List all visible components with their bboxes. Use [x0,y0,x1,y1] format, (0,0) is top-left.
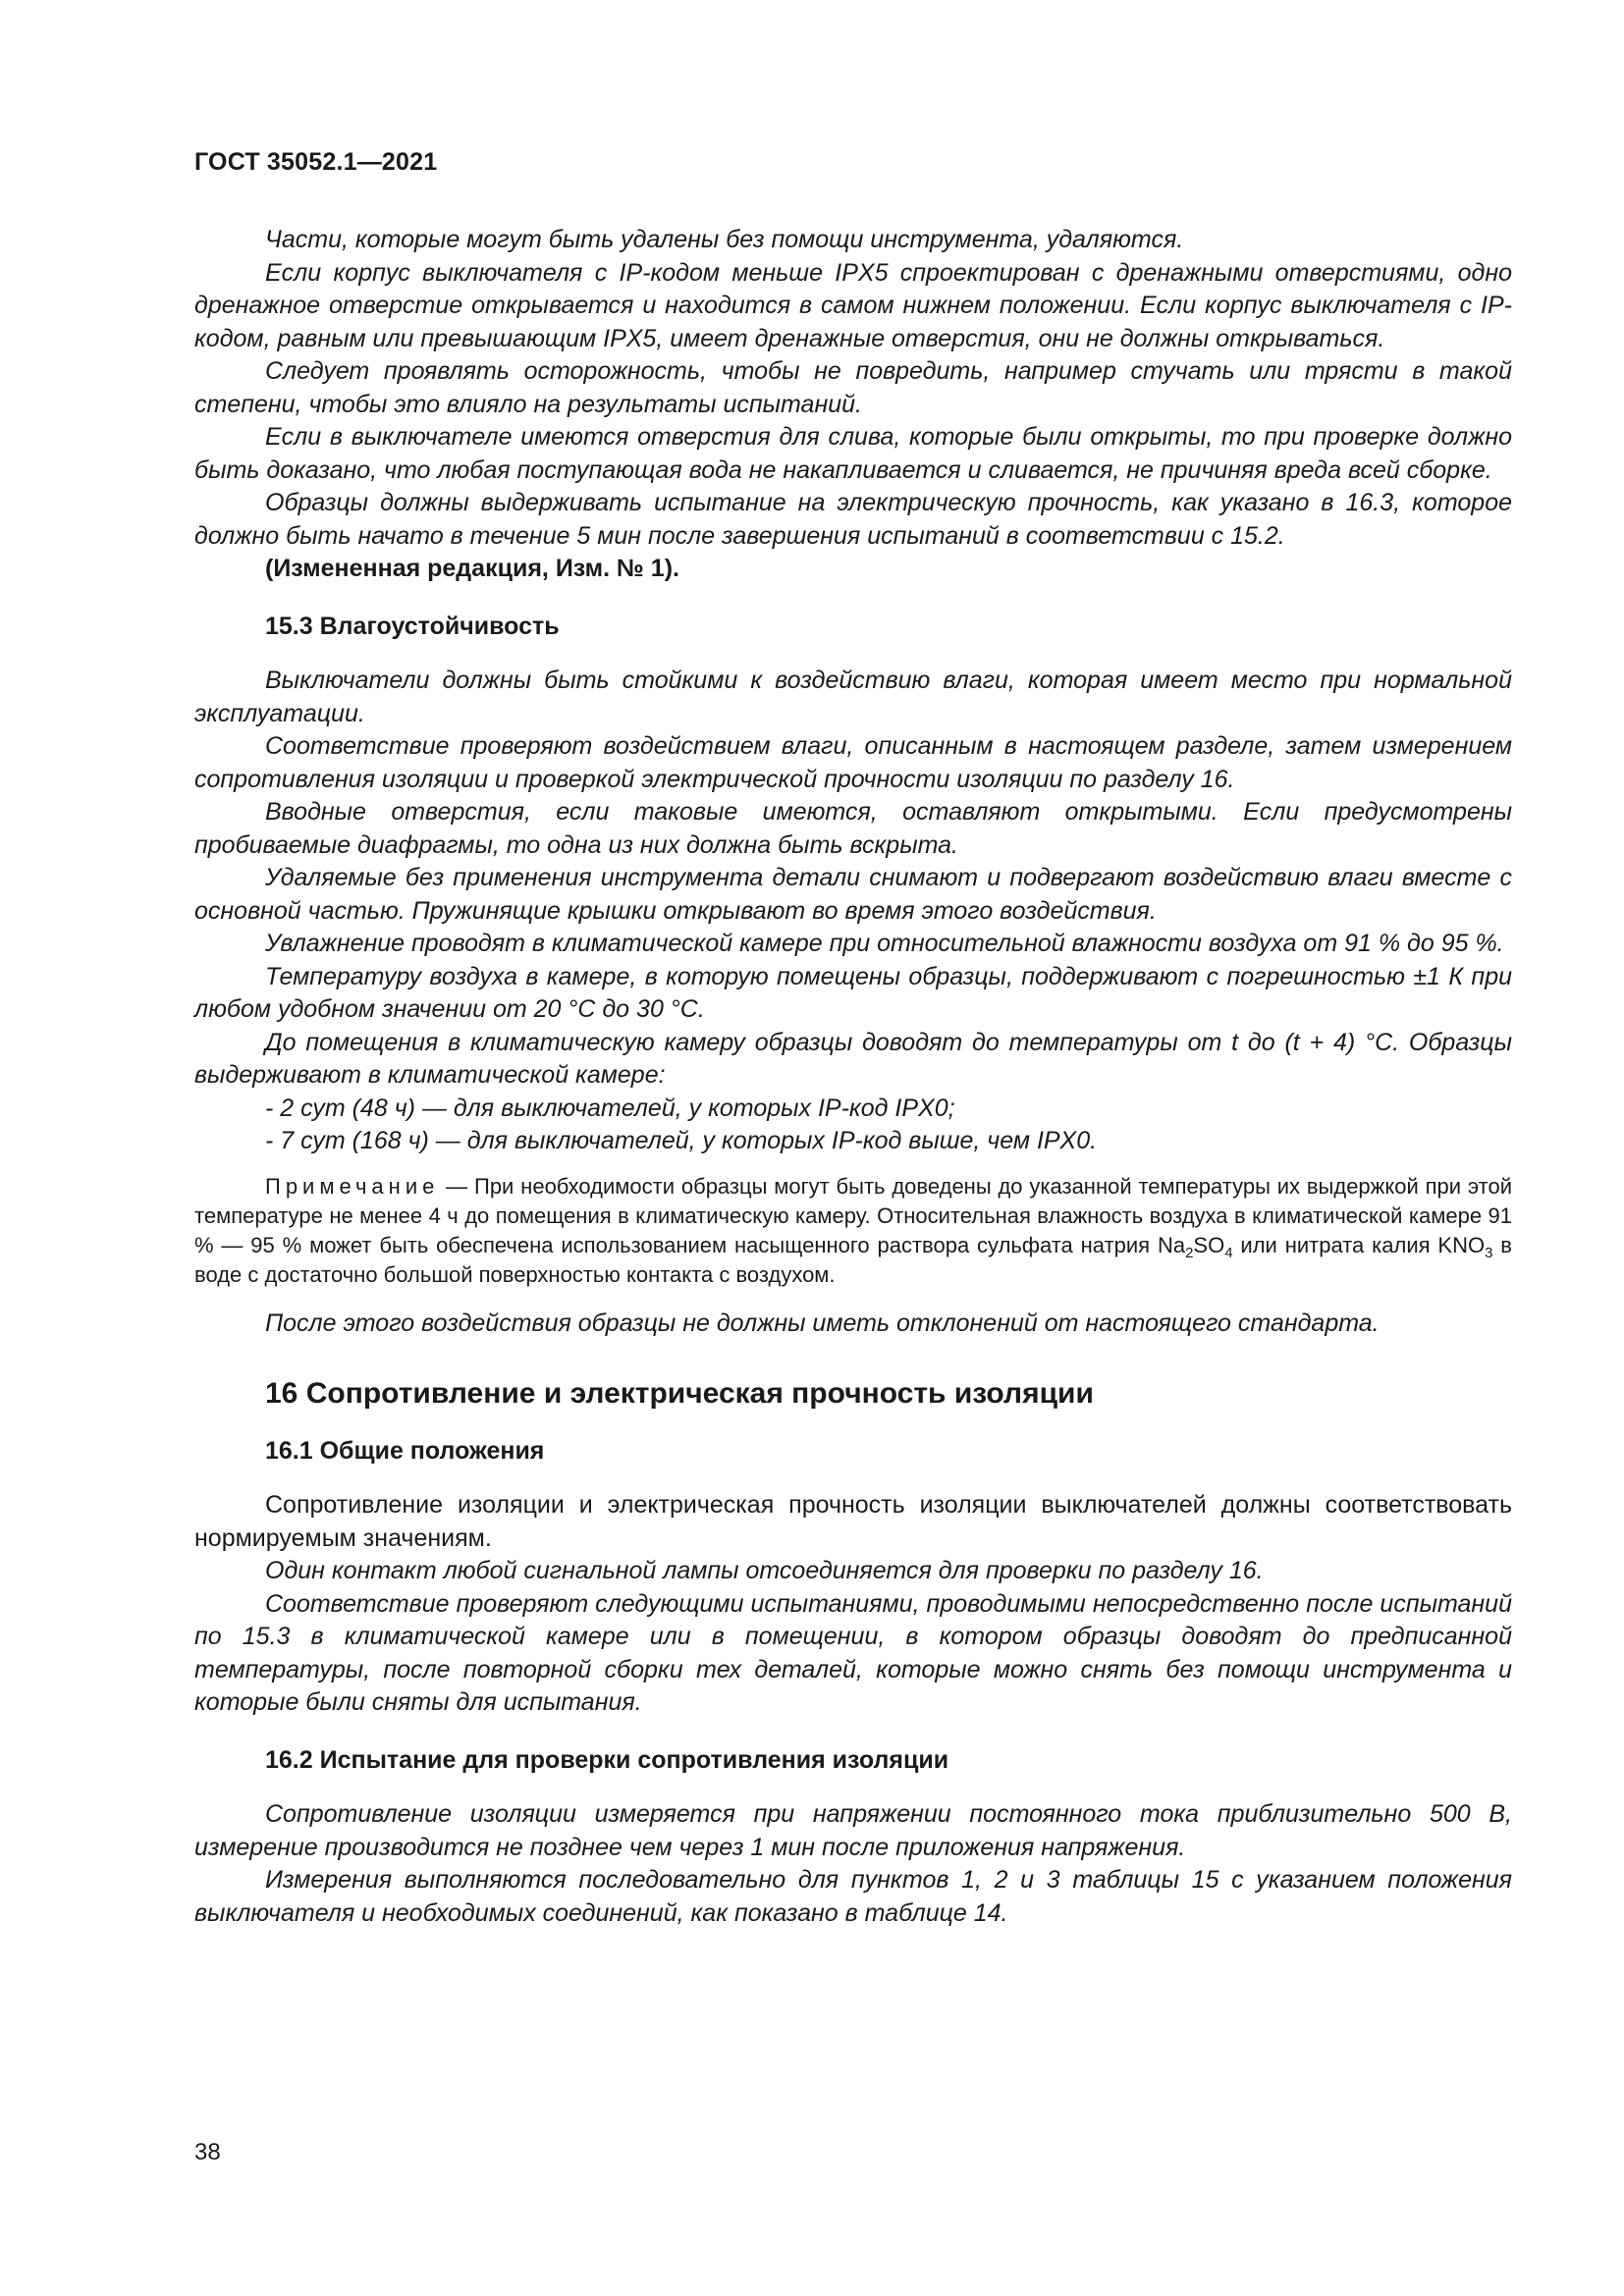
paragraph: Один контакт любой сигнальной лампы отсоединяется для проверки по разделу 16. [265,1557,1264,1584]
list-item: - 2 сут (48 ч) — для выключателей, у которых IP-код IPX0; [265,1094,955,1122]
paragraph: Части, которые могут быть удалены без помощи инструмента, удаляются. [265,226,1184,253]
paragraph: Если в выключателе имеются отверстия для слива, которые были открыты, то при проверке должно быть доказано, что любая поступающая вода не накапливается и сливается, не причиняя вреда всей сборке. [194,423,1512,484]
section-15-3-title: 15.3 Влагоустойчивость [265,612,560,640]
paragraph: Сопротивление изоляции и электрическая прочность изоляции выключателей должны соответствовать нормируемым значениям. [194,1491,1512,1552]
document-body [194,224,1512,1930]
paragraph: Увлажнение проводят в климатической камере при относительной влажности воздуха от 91 % до 95 %. [265,930,1504,957]
paragraph: Измерения выполняются последовательно для пунктов 1, 2 и 3 таблицы 15 с указанием положения выключателя и необходимых соединений, как показано в таблице 14. [194,1866,1512,1927]
note: Примечание — При необходимости образцы могут быть доведены до указанной температуры их выдержкой при этой температуре не менее 4 ч до помещения в климатическую камеру. Относительная влажность воздуха в климатической камере 91 % — 95 % может быть обеспечена использованием насыщенного раствора сульфата натрия $Na_2SO_4$ или нитрата калия $KNO_3$ в воде с достаточно большой поверхностью контакта с воздухом. [194,1173,1512,1287]
list-item: - 7 сут (168 ч) — для выключателей, у которых IP-код выше, чем IPX0. [265,1127,1098,1154]
paragraph: Выключатели должны быть стойкими к воздействию влаги, которая имеет место при нормальной эксплуатации. [194,667,1512,727]
paragraph: После этого воздействия образцы не должны иметь отклонений от настоящего стандарта. [265,1308,1380,1337]
duration-list [194,1093,1512,1158]
paragraph: Сопротивление изоляции измеряется при напряжении постоянного тока приблизительно 500 В, измерение производится не позднее чем через 1 мин после приложения напряжения. [194,1800,1512,1861]
section-16-1-title: 16.1 Общие положения [265,1436,545,1465]
section-16-title: 16 Сопротивление и электрическая прочность изоляции [265,1377,1094,1410]
amendment-note: (Измененная редакция, Изм. № 1). [265,555,679,582]
paragraph: Температуру воздуха в камере, в которую помещены образцы, поддерживают с погрешностью ±1 К при любом удобном значении от 20 °С до 30 °С. [194,962,1512,1023]
paragraph: Если корпус выключателя с IP-кодом меньше IPX5 спроектирован с дренажными отверстиями, одно дренажное отверстие открывается и находится в самом нижнем положении. Если корпус выключателя с IP-кодом, равным или превышающим IPX5, имеет дренажные отверстия, они не должны открываться. [194,258,1512,352]
paragraph: Образцы должны выдерживать испытание на электрическую прочность, как указано в 16.3, которое должно быть начато в течение 5 мин после завершения испытаний в соответствии с 15.2. [194,489,1512,550]
document-header: ГОСТ 35052.1—2021 [194,148,438,176]
paragraph: Следует проявлять осторожность, чтобы не повредить, например стучать или трясти в такой степени, чтобы это влияло на результаты испытаний. [194,357,1512,418]
paragraph: Соответствие проверяют воздействием влаги, описанным в настоящем разделе, затем измерением сопротивления изоляции и проверкой электрической прочности изоляции по разделу 16. [194,732,1512,793]
paragraph: Вводные отверстия, если таковые имеются, оставляют открытыми. Если предусмотрены пробиваемые диафрагмы, то одна из них должна быть вскрыта. [194,798,1512,859]
paragraph: До помещения в климатическую камеру образцы доводят до температуры от t до (t + 4) °С. Образцы выдерживают в климатической камере: [194,1028,1512,1089]
page-number: 38 [194,2139,221,2165]
section-16-2-title: 16.2 Испытание для проверки сопротивления изоляции [265,1745,949,1774]
note-label: Примечание [265,1173,440,1199]
paragraph: Удаляемые без применения инструмента детали снимают и подвергают воздействию влаги вместе с основной частью. Пружинящие крышки открывают во время этого воздействия. [194,864,1512,925]
paragraph: Соответствие проверяют следующими испытаниями, проводимыми непосредственно после испытаний по 15.3 в климатической камере или в помещении, в котором образцы доводят до предписанной температуры, после повторной сборки тех деталей, которые можно снять без помощи инструмента и которые были сняты для испытания. [194,1589,1512,1716]
